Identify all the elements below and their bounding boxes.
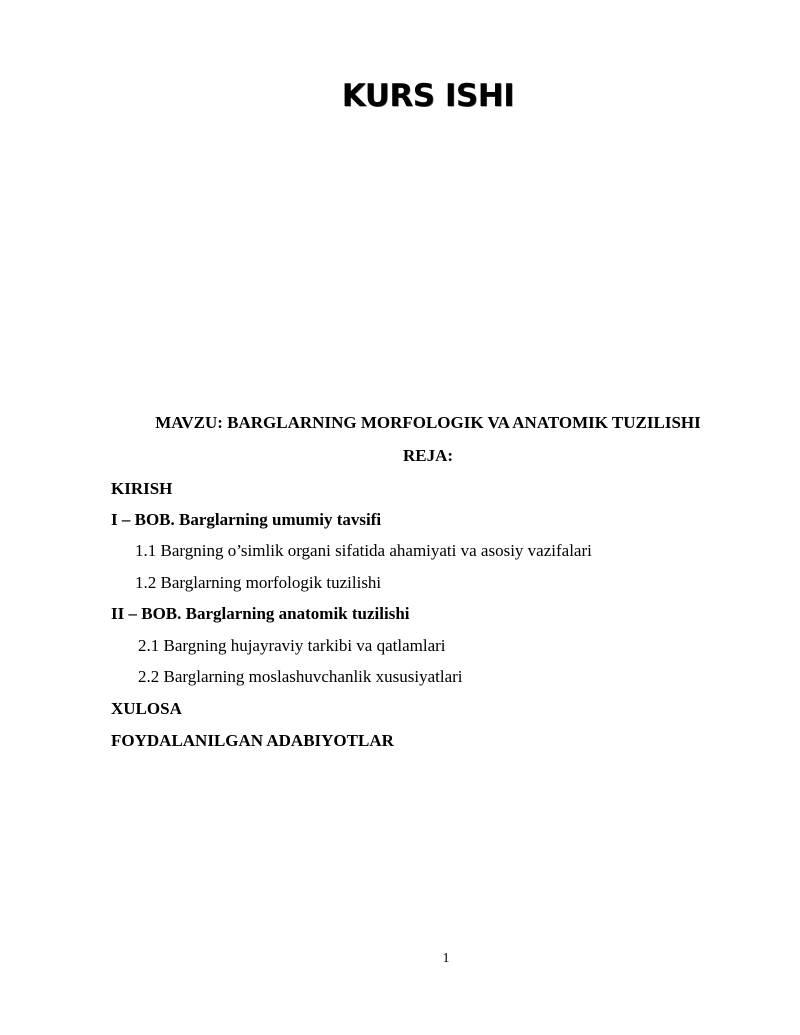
plan-heading: REJA: [402, 446, 454, 465]
toc-item-references: FOYDALANILGAN ADABIYOTLAR [111, 731, 394, 750]
toc-item-section-1-2: 1.2 Barglarning morfologik tuzilishi [135, 573, 382, 592]
page-number: 1 [442, 951, 450, 966]
toc-item-introduction: KIRISH [111, 479, 173, 498]
toc-item-section-2-2: 2.2 Barglarning moslashuvchanlik xususiyatlari [138, 667, 463, 686]
toc-item-chapter-1: I – BOB. Barglarning umumiy tavsifi [111, 510, 382, 529]
toc-item-chapter-2: II – BOB. Barglarning anatomik tuzilishi [111, 604, 410, 623]
toc-item-section-1-1: 1.1 Bargning o’simlik organi sifatida ahamiyati va asosiy vazifalari [135, 541, 592, 560]
toc-item-conclusion: XULOSA [111, 699, 182, 718]
toc-item-section-2-1: 2.1 Bargning hujayraviy tarkibi va qatlamlari [138, 636, 446, 655]
topic-heading: MAVZU: BARGLARNING MORFOLOGIK VA ANATOMIK TUZILISHI [155, 413, 701, 432]
document-title: KURS ISHI [341, 78, 515, 114]
